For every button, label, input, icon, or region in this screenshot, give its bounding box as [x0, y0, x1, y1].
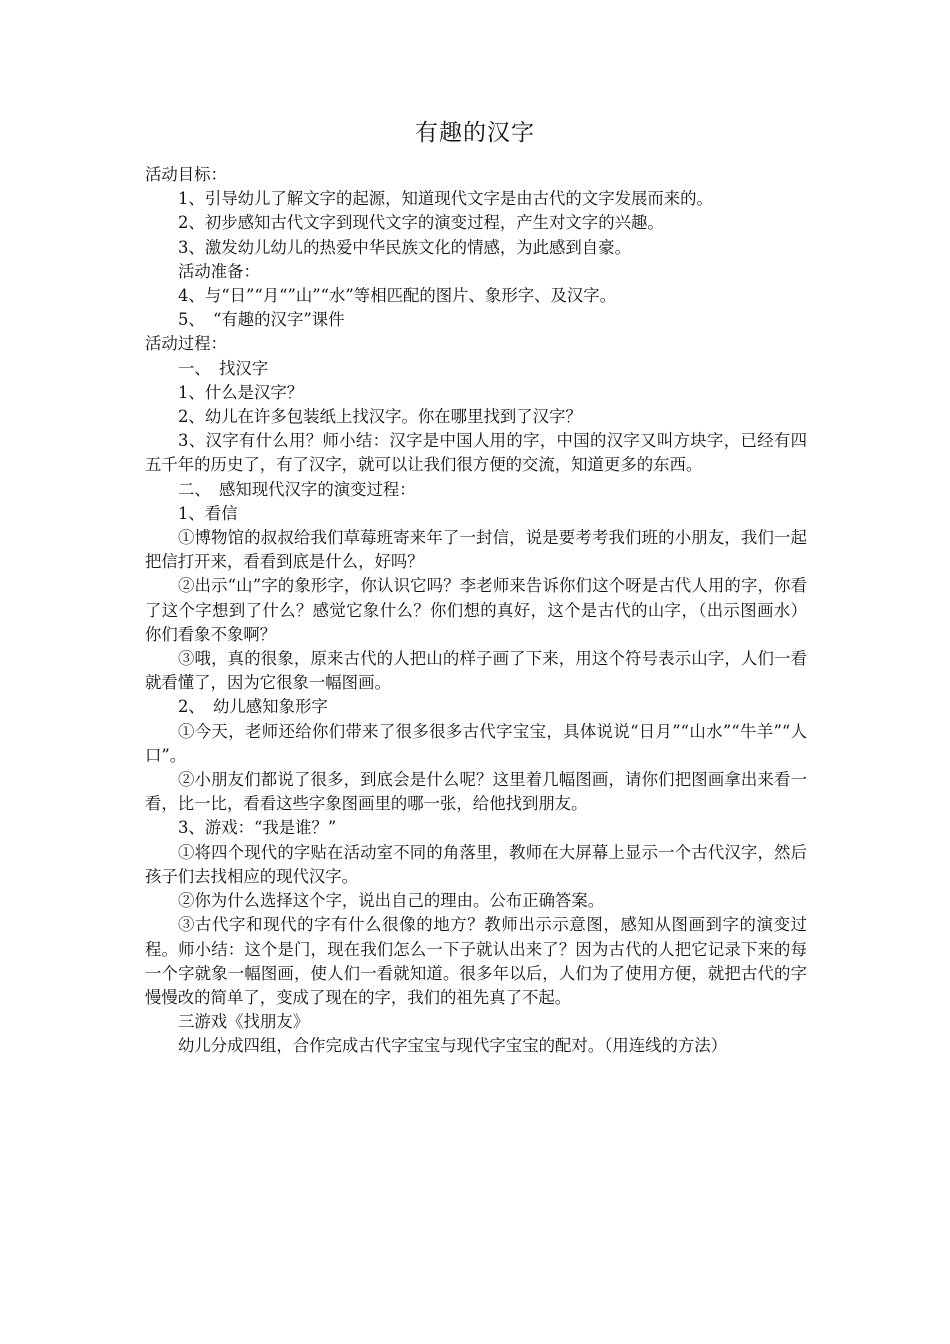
subheading: 一、 找汉字	[178, 358, 269, 378]
document-body	[145, 163, 807, 1059]
paragraph: ②小朋友们都说了很多，到底会是什么呢？这里着几幅图画，请你们把图画拿出来看一看，比一比，看看这些字象图画里的哪一张，给他找到朋友。	[145, 770, 807, 814]
paragraph: 1、什么是汉字？	[178, 382, 304, 402]
paragraph: 5、 “有趣的汉字”课件	[178, 310, 345, 330]
paragraph: 幼儿分成四组，合作完成古代字宝宝与现代字宝宝的配对。（用连线的方法）	[178, 1036, 728, 1056]
section-heading-goals: 活动目标：	[145, 165, 227, 184]
document-title: 有趣的汉字	[415, 120, 535, 146]
paragraph: ③哦，真的很象，原来古代的人把山的样子画了下来，用这个符号表示山字，人们一看就看懂了，因为它很象一幅图画。	[145, 649, 807, 693]
paragraph: ①将四个现代的字贴在活动室不同的角落里，教师在大屏幕上显示一个古代汉字，然后孩子们去找相应的现代汉字。	[145, 842, 807, 886]
subheading: 二、 感知现代汉字的演变过程：	[178, 479, 416, 499]
subheading: 三游戏《找朋友》	[178, 1012, 310, 1032]
paragraph: 1、看信	[178, 503, 238, 523]
paragraph: 3、游戏：“我是谁？”	[178, 818, 337, 838]
section-heading-preparation: 活动准备：	[178, 261, 260, 281]
paragraph: 3、激发幼儿幼儿的热爱中华民族文化的情感，为此感到自豪。	[178, 237, 631, 257]
paragraph: 1、引导幼儿了解文字的起源，知道现代文字是由古代的文字发展而来的。	[178, 189, 713, 209]
paragraph: 2、幼儿在许多包装纸上找汉字。你在哪里找到了汉字？	[178, 407, 582, 427]
section-heading-process: 活动过程：	[145, 334, 227, 354]
paragraph: ③古代字和现代的字有什么很像的地方？教师出示示意图，感知从图画到字的演变过程。师小结：这个是门，现在我们怎么一下子就认出来了？因为古代的人把它记录下来的每一个字就象一幅图画，使人们一看就知道。很多年以后，人们为了使用方便，就把古代的字慢慢改的简单了，变成了现在的字，我们的祖先真了不起。	[145, 915, 807, 1007]
paragraph: ②出示“山”字的象形字，你认识它吗？李老师来告诉你们这个呀是古代人用的字，你看了这个字想到了什么？感觉它象什么？你们想的真好，这个是古代的山字，（出示图画水）你们看象不象啊？	[145, 576, 807, 644]
paragraph: ①今天，老师还给你们带来了很多很多古代字宝宝，具体说说“日月”“山水”“牛羊”“人口”。	[145, 721, 807, 765]
paragraph: 2、 幼儿感知象形字	[178, 697, 328, 717]
paragraph: ②你为什么选择这个字，说出自己的理由。公布正确答案。	[178, 891, 605, 911]
paragraph: 3、汉字有什么用？师小结：汉字是中国人用的字，中国的汉字又叫方块字，已经有四五千年的历史了，有了汉字，就可以让我们很方便的交流，知道更多的东西。	[145, 431, 807, 475]
paragraph: 4、与“日”“月“”山”“水”等相匹配的图片、象形字、及汉字。	[178, 286, 617, 306]
paragraph: ①博物馆的叔叔给我们草莓班寄来年了一封信，说是要考考我们班的小朋友，我们一起把信打开来，看看到底是什么，好吗？	[145, 528, 807, 572]
paragraph: 2、初步感知古代文字到现代文字的演变过程，产生对文字的兴趣。	[178, 213, 664, 233]
